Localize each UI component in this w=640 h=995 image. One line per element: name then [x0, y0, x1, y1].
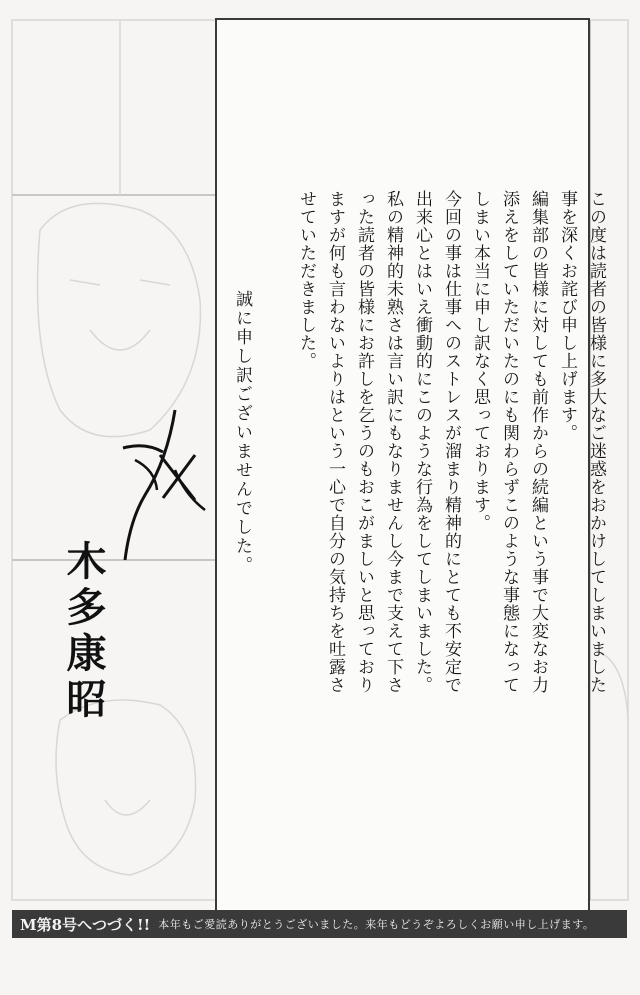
letter-paragraph: この度は読者の皆様に多大なご迷惑をおかけしてしまいました事を深くお詫び申し上げます。	[557, 190, 606, 694]
banner-note-text: 本年もご愛読ありがとうございました。来年もどうぞよろしくお願い申し上げます。	[158, 918, 595, 931]
handwritten-signature	[105, 400, 225, 570]
banner-issue-text: M第8号へつづく!!	[20, 915, 151, 934]
next-issue-banner	[12, 910, 627, 938]
letter-paragraph: 編集部の皆様に対しても前作からの続編という事で大変なお力添えをしていただいたのにも関わらずこのような事態になってしまい本当に申し訳なく思っております。	[470, 190, 548, 694]
apology-letter	[291, 190, 610, 710]
letter-paragraph: 私の精神的未熟さは言い訳にもなりませんし今まで支えて下さった読者の皆様にお許しを乞うのもおこがましいと思っておりますが何も言わないよりはという一心で自分の気持ちを吐露させていただきました。	[296, 190, 403, 694]
letter-closing: 誠に申し訳ございませんでした。	[232, 290, 252, 575]
signature-name: 木多康昭	[60, 540, 107, 724]
letter-paragraph: 今回の事は仕事へのストレスが溜まり精神的にとても不安定で出来心とはいえ衝動的にこのような行為をしてしまいました。	[412, 190, 461, 694]
